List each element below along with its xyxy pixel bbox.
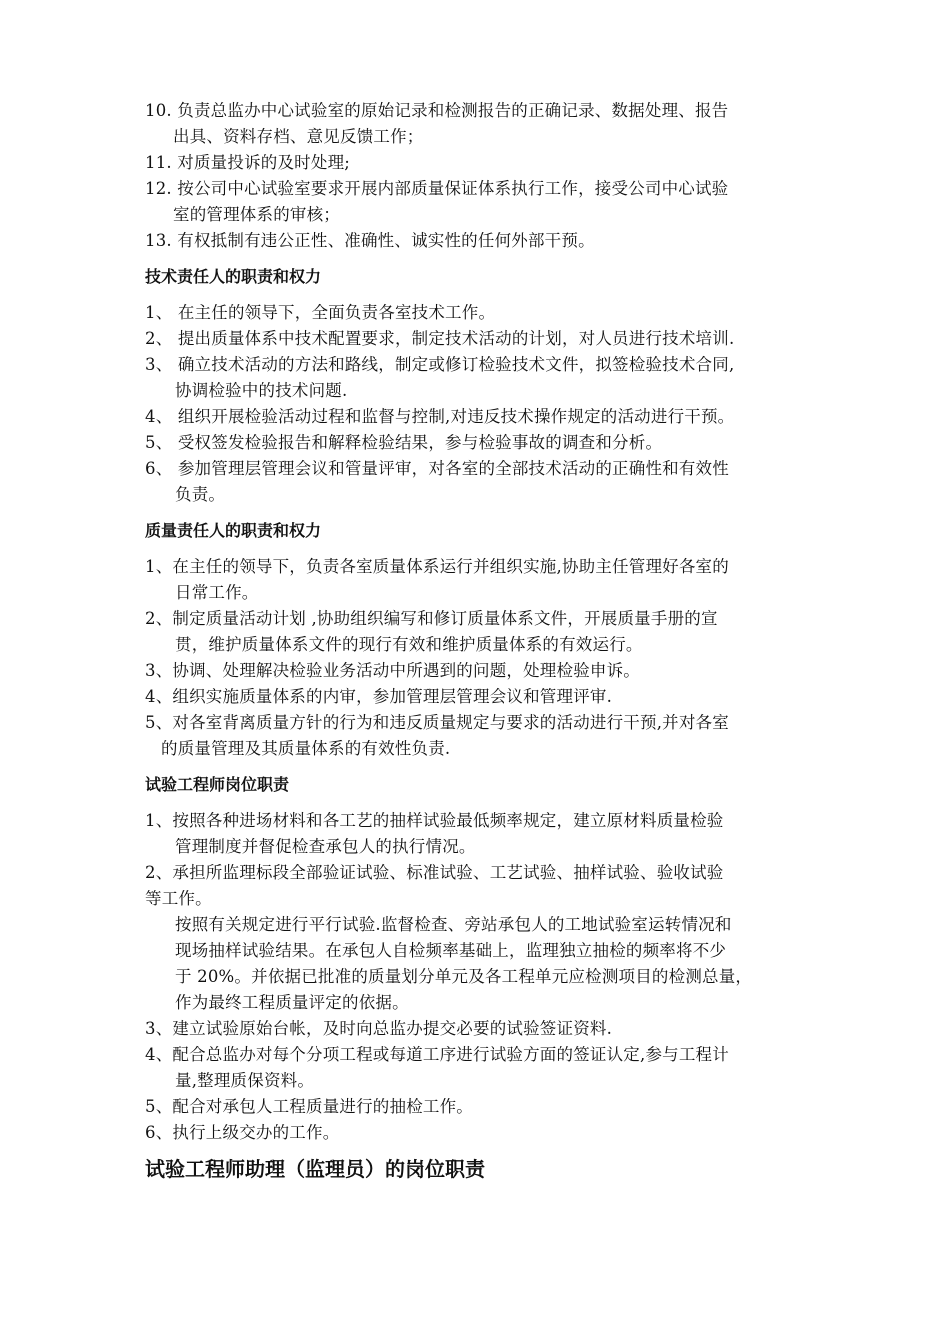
list-item: 按照有关规定进行平行试验.监督检查、旁站承包人的工地试验室运转情况和 现场抽样试验结果。在承包人自检频率基础上，监理独立抽检的频率将不少 于 20%。并依据已批准的质量划分单元及各工程单元应检测项目的检测总量， 作为最终工程质量评定的依据。 <box>175 915 753 1012</box>
list-item: 1、 在主任的领导下，全面负责各室技术工作。 <box>145 303 496 322</box>
list-item: 12. 按公司中心试验室要求开展内部质量保证体系执行工作，接受公司中心试验 室的管理体系的审核； <box>145 179 729 224</box>
list-continued <box>145 98 815 254</box>
list-item: 5、 受权签发检验报告和解释检验结果，参与检验事故的调查和分析。 <box>145 433 663 452</box>
section-heading: 质量责任人的职责和权力 <box>145 521 322 540</box>
list-item: 2、承担所监理标段全部验证试验、标准试验、工艺试验、抽样试验、验收试验 等工作。 <box>145 863 724 908</box>
list-item: 2、 提出质量体系中技术配置要求，制定技术活动的计划，对人员进行技术培训. <box>145 329 735 348</box>
list-item: 3、协调、处理解决检验业务活动中所遇到的问题，处理检验申诉。 <box>145 661 640 680</box>
list-item: 13. 有权抵制有违公正性、准确性、诚实性的任何外部干预。 <box>145 231 595 250</box>
list-item: 1、在主任的领导下，负责各室质量体系运行并组织实施,协助主任管理好各室的 日常工作。 <box>145 557 729 602</box>
list-item: 11. 对质量投诉的及时处理; <box>145 153 351 172</box>
list-item: 1、按照各种进场材料和各工艺的抽样试验最低频率规定，建立原材料质量检验 管理制度并督促检查承包人的执行情况。 <box>145 811 724 856</box>
list-item: 10. 负责总监办中心试验室的原始记录和检测报告的正确记录、数据处理、报告 出具、资料存档、意见反馈工作； <box>145 101 729 146</box>
section-heading: 试验工程师岗位职责 <box>145 775 290 794</box>
list-item: 6、 参加管理层管理会议和管量评审，对各室的全部技术活动的正确性和有效性 负责。 <box>145 459 729 504</box>
list-item: 5、对各室背离质量方针的行为和违反质量规定与要求的活动进行干预,并对各室 的质量管理及其质量体系的有效性负责. <box>145 713 729 758</box>
document-body <box>145 98 815 1194</box>
list-item: 3、建立试验原始台帐，及时向总监办提交必要的试验签证资料. <box>145 1019 613 1038</box>
engineer-duties-list <box>145 808 815 1146</box>
list-item: 4、 组织开展检验活动过程和监督与控制,对违反技术操作规定的活动进行干预。 <box>145 407 735 426</box>
list-item: 6、执行上级交办的工作。 <box>145 1123 340 1142</box>
list-item: 5、配合对承包人工程质量进行的抽检工作。 <box>145 1097 473 1116</box>
section-heading: 技术责任人的职责和权力 <box>145 267 322 286</box>
list-item: 4、组织实施质量体系的内审，参加管理层管理会议和管理评审. <box>145 687 613 706</box>
list-item: 3、 确立技术活动的方法和路线，制定或修订检验技术文件，拟签检验技术合同, 协调检验中的技术问题. <box>145 355 735 400</box>
quality-duties-list <box>145 554 815 762</box>
list-item: 2、制定质量活动计划 ,协助组织编写和修订质量体系文件，开展质量手册的宣 贯，维护质量体系文件的现行有效和维护质量体系的有效运行。 <box>145 609 718 654</box>
tech-duties-list <box>145 300 815 508</box>
list-item: 4、配合总监办对每个分项工程或每道工序进行试验方面的签证认定,参与工程计 量,整理质保资料。 <box>145 1045 729 1090</box>
section-heading: 试验工程师助理（监理员）的岗位职责 <box>145 1157 485 1181</box>
